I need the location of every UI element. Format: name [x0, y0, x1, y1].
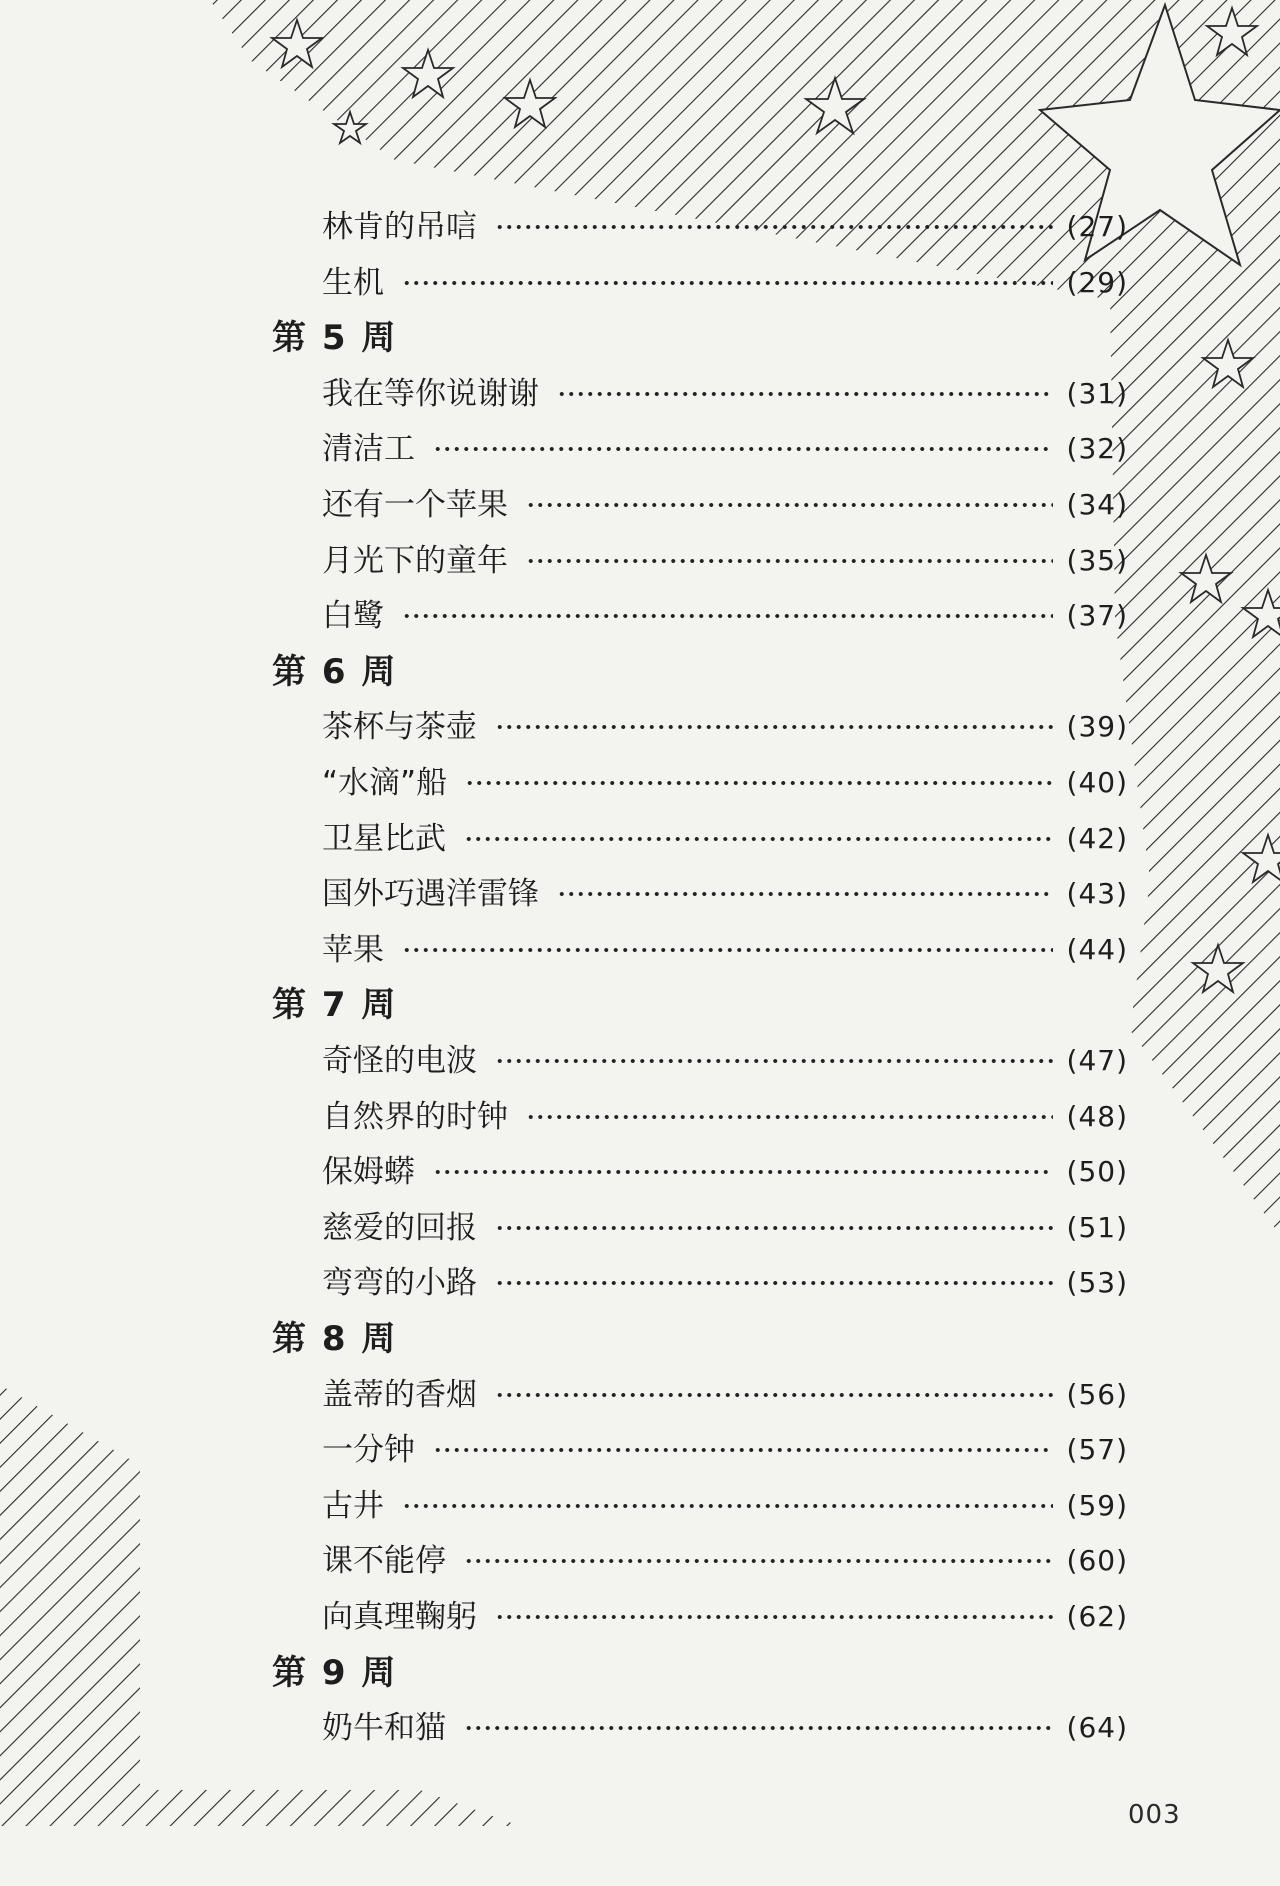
- toc-entry[interactable]: [322, 1261, 1128, 1305]
- toc-entry-page: (44): [1066, 932, 1128, 966]
- dot-leader: [495, 1392, 1053, 1398]
- toc-entry-page: (37): [1066, 599, 1128, 633]
- week-heading: 第 5 周: [272, 318, 398, 359]
- dot-leader: [433, 446, 1053, 452]
- dot-leader: [402, 280, 1053, 286]
- toc-entry-title: 保姆蟒: [322, 1154, 415, 1191]
- dot-leader: [526, 1114, 1053, 1120]
- dot-leader: [402, 947, 1053, 953]
- dot-leader: [433, 1447, 1053, 1453]
- toc-entry-page: (56): [1066, 1377, 1128, 1411]
- toc-entry[interactable]: [322, 372, 1128, 416]
- toc-entry-title: 慈爱的回报: [322, 1209, 477, 1246]
- toc-entry[interactable]: [322, 483, 1128, 527]
- toc-entry-page: (43): [1066, 877, 1128, 911]
- dot-leader: [464, 1558, 1053, 1564]
- week-heading: 第 9 周: [272, 1652, 398, 1693]
- toc-entry-page: (27): [1066, 210, 1128, 243]
- toc-entry-page: (62): [1066, 1600, 1128, 1633]
- week-heading: 第 8 周: [272, 1319, 398, 1359]
- toc-entry[interactable]: [322, 1095, 1128, 1139]
- toc-entry[interactable]: [322, 761, 1128, 805]
- toc-entry-title: 林肯的吊唁: [322, 209, 477, 245]
- toc-entry-title: 国外巧遇洋雷锋: [322, 876, 539, 913]
- toc-entry[interactable]: [322, 427, 1128, 471]
- toc-entry-title: 弯弯的小路: [322, 1265, 477, 1302]
- toc-entry-title: 古井: [322, 1487, 384, 1524]
- toc-entry-title: 奇怪的电波: [322, 1043, 477, 1079]
- dot-leader: [526, 502, 1053, 508]
- toc-entry-page: (29): [1066, 265, 1128, 299]
- dot-leader: [495, 724, 1053, 730]
- toc-entry-title: “水滴”船: [322, 765, 448, 801]
- toc-entry[interactable]: [322, 1428, 1128, 1472]
- toc-entry[interactable]: [322, 1206, 1128, 1250]
- toc-entry-title: 还有一个苹果: [322, 487, 508, 523]
- toc-entry-title: 向真理鞠躬: [322, 1599, 477, 1635]
- dot-leader: [495, 1614, 1053, 1620]
- toc-entry-page: (51): [1066, 1210, 1128, 1244]
- toc-entry[interactable]: [322, 1539, 1128, 1583]
- toc-entry[interactable]: [322, 205, 1128, 249]
- week-heading: 第 7 周: [272, 985, 398, 1026]
- toc-entry-title: 月光下的童年: [322, 542, 508, 579]
- dot-leader: [495, 224, 1053, 230]
- toc-entry-title: 盖蒂的香烟: [322, 1376, 477, 1413]
- toc-entry-page: (40): [1066, 766, 1128, 799]
- toc-entry-title: 生机: [322, 264, 384, 301]
- toc-entry-page: (50): [1066, 1155, 1128, 1189]
- toc-entry-page: (48): [1066, 1099, 1128, 1133]
- toc-entry-title: 白鹭: [322, 598, 384, 635]
- toc-entry[interactable]: [322, 1595, 1128, 1639]
- dot-leader: [402, 1503, 1053, 1509]
- toc-entry[interactable]: [322, 594, 1128, 638]
- toc-entry-title: 卫星比武: [322, 820, 446, 857]
- toc-entry-page: (39): [1066, 710, 1128, 744]
- toc-entry[interactable]: [322, 928, 1128, 972]
- toc-entry[interactable]: [322, 1373, 1128, 1417]
- dot-leader: [465, 780, 1052, 786]
- toc-entry[interactable]: [322, 705, 1128, 749]
- toc-entry[interactable]: [322, 872, 1128, 916]
- toc-entry-page: (35): [1066, 543, 1128, 577]
- toc-entry-page: (53): [1066, 1266, 1128, 1300]
- dot-leader: [526, 558, 1053, 564]
- toc-entry-page: (32): [1066, 432, 1128, 466]
- toc-entry[interactable]: [322, 1039, 1128, 1083]
- toc-entry-page: (47): [1066, 1044, 1128, 1077]
- dot-leader: [402, 613, 1053, 619]
- dot-leader: [464, 1725, 1053, 1731]
- toc-entry-title: 自然界的时钟: [322, 1098, 508, 1135]
- dot-leader: [557, 891, 1053, 897]
- toc-entry-page: (60): [1066, 1544, 1128, 1578]
- toc-entry[interactable]: [322, 1150, 1128, 1194]
- toc-entry[interactable]: [322, 1484, 1128, 1528]
- toc-entry-page: (57): [1066, 1433, 1128, 1467]
- toc-entry-page: (31): [1066, 376, 1128, 410]
- toc-entry-page: (64): [1066, 1711, 1128, 1745]
- toc-entry-title: 奶牛和猫: [322, 1710, 446, 1747]
- dot-leader: [464, 836, 1053, 842]
- dot-leader: [495, 1225, 1053, 1231]
- toc-entry-title: 我在等你说谢谢: [322, 375, 539, 412]
- toc-entry-title: 一分钟: [322, 1432, 415, 1469]
- toc-entry-title: 清洁工: [322, 431, 415, 468]
- week-heading: 第 6 周: [272, 651, 398, 692]
- page-number: 003: [1128, 1800, 1181, 1830]
- dot-leader: [433, 1169, 1053, 1175]
- toc-entry-title: 苹果: [322, 931, 384, 968]
- toc-entry[interactable]: [322, 817, 1128, 861]
- toc-entry-page: (34): [1066, 488, 1128, 521]
- toc-entry[interactable]: [322, 1706, 1128, 1750]
- toc-entry-page: (42): [1066, 821, 1128, 855]
- toc-entry[interactable]: [322, 539, 1128, 583]
- toc-entry[interactable]: [322, 261, 1128, 305]
- dot-leader: [495, 1280, 1053, 1286]
- toc-entry-title: 茶杯与茶壶: [322, 709, 477, 746]
- dot-leader: [495, 1058, 1053, 1064]
- toc-entry-title: 课不能停: [322, 1543, 446, 1580]
- dot-leader: [557, 391, 1053, 397]
- toc-entry-page: (59): [1066, 1488, 1128, 1522]
